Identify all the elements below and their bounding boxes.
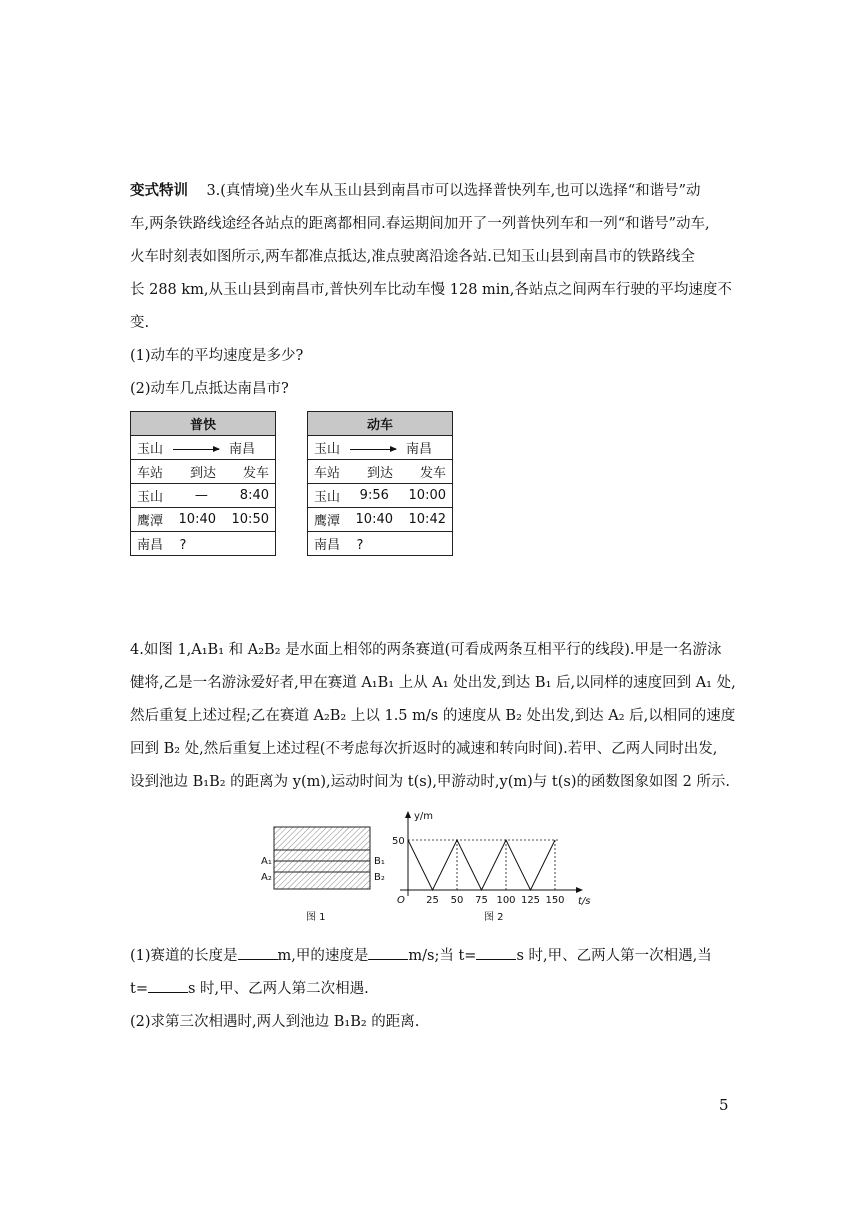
q3-line-5: 变. (130, 315, 150, 331)
label-b1: B₁ (374, 856, 385, 867)
series-line (408, 840, 555, 890)
q3-sub1: (1)动车的平均速度是多少? (130, 348, 304, 364)
page-number: 5 (719, 1096, 729, 1114)
timetable-title: 动车 (308, 412, 453, 436)
header-row: 车站 到达 发车 (308, 460, 453, 484)
origin-label: O (397, 895, 405, 906)
x-tick-label: 125 (520, 895, 541, 906)
figure-2-graph (388, 808, 598, 930)
q3-sub2: (2)动车几点抵达南昌市? (130, 381, 289, 397)
timetable-title: 普快 (131, 412, 276, 436)
timetable-emu (307, 411, 453, 556)
route-row: 玉山 南昌 (131, 436, 276, 460)
q4-sub2: (2)求第三次相遇时,两人到池边 B₁B₂ 的距离. (130, 1014, 420, 1030)
x-tick-label: 100 (496, 895, 516, 906)
q4-sub1-line-2: t= s 时,甲、乙两人第二次相遇. (130, 981, 369, 997)
answer-blank[interactable] (148, 991, 188, 993)
q3-text-1: 3.(真情境)坐火车从玉山县到南昌市可以选择普快列车,也可以选择“和谐号”动 (206, 183, 701, 199)
table-row: 鹰潭 10:40 10:42 (308, 508, 453, 532)
q4-line-3: 然后重复上述过程;乙在赛道 A₂B₂ 上以 1.5 m/s 的速度从 B₂ 处出发,到达 A₂ 后,以相同的速度 (130, 708, 736, 724)
label-b2: B₂ (374, 872, 385, 883)
figure-1-caption: 图 1 (306, 912, 326, 923)
answer-blank[interactable] (368, 958, 408, 960)
figure-1-pool (258, 822, 398, 930)
y-tick-label: 50 (392, 836, 405, 847)
y-axis-arrow-icon (405, 811, 411, 818)
table-row: 南昌 ? (308, 532, 453, 556)
table-row: 鹰潭 10:40 10:50 (131, 508, 276, 532)
label-a2: A₂ (261, 872, 272, 883)
answer-blank[interactable] (476, 958, 516, 960)
x-axis-label: t/s (578, 896, 591, 907)
label-a1: A₁ (261, 856, 272, 867)
q4-line-1: 4.如图 1,A₁B₁ 和 A₂B₂ 是水面上相邻的两条赛道(可看成两条互相平行的线段).甲是一名游泳 (130, 642, 722, 658)
table-row: 玉山 9:56 10:00 (308, 484, 453, 508)
q3-line-2: 车,两条铁路线途经各站点的距离都相同.春运期间加开了一列普快列车和一列“和谐号”动车, (130, 216, 710, 232)
q4-line-2: 健将,乙是一名游泳爱好者,甲在赛道 A₁B₁ 上从 A₁ 处出发,到达 B₁ 后,以同样的速度回到 A₁ 处, (130, 675, 736, 691)
pool-rect (274, 827, 370, 889)
answer-blank[interactable] (238, 958, 278, 960)
x-tick-label: 50 (450, 895, 464, 906)
timetable-express (130, 411, 276, 556)
x-tick-label: 75 (475, 895, 488, 906)
q3-line-1 (130, 175, 740, 208)
q4-line-5: 设到池边 B₁B₂ 的距离为 y(m),运动时间为 t(s),甲游动时,y(m)与 t(s)的函数图象如图 2 所示. (130, 774, 731, 790)
arrow-icon (350, 449, 396, 450)
figure-2-caption: 图 2 (484, 912, 504, 923)
arrow-icon (173, 449, 219, 450)
x-axis-arrow-icon (576, 887, 583, 893)
y-axis-label: y/m (414, 811, 434, 822)
x-tick-label: 150 (545, 895, 565, 906)
table-row: 南昌 ? (131, 532, 276, 556)
route-row: 玉山 南昌 (308, 436, 453, 460)
q3-tag: 变式特训 (130, 183, 188, 199)
q3-line-3: 火车时刻表如图所示,两车都准点抵达,准点驶离沿途各站.已知玉山县到南昌市的铁路线全 (130, 249, 695, 265)
x-tick-label: 25 (426, 895, 439, 906)
q4-sub1-line-1: (1)赛道的长度是 m,甲的速度是 m/s;当 t= s 时,甲、乙两人第一次相遇,当 (130, 948, 712, 964)
q3-line-4: 长 288 km,从玉山县到南昌市,普快列车比动车慢 128 min,各站点之间两车行驶的平均速度不 (130, 282, 732, 298)
header-row: 车站 到达 发车 (131, 460, 276, 484)
q4-line-4: 回到 B₂ 处,然后重复上述过程(不考虑每次折返时的减速和转向时间).若甲、乙两人同时出发, (130, 741, 718, 757)
table-row: 玉山 — 8:40 (131, 484, 276, 508)
